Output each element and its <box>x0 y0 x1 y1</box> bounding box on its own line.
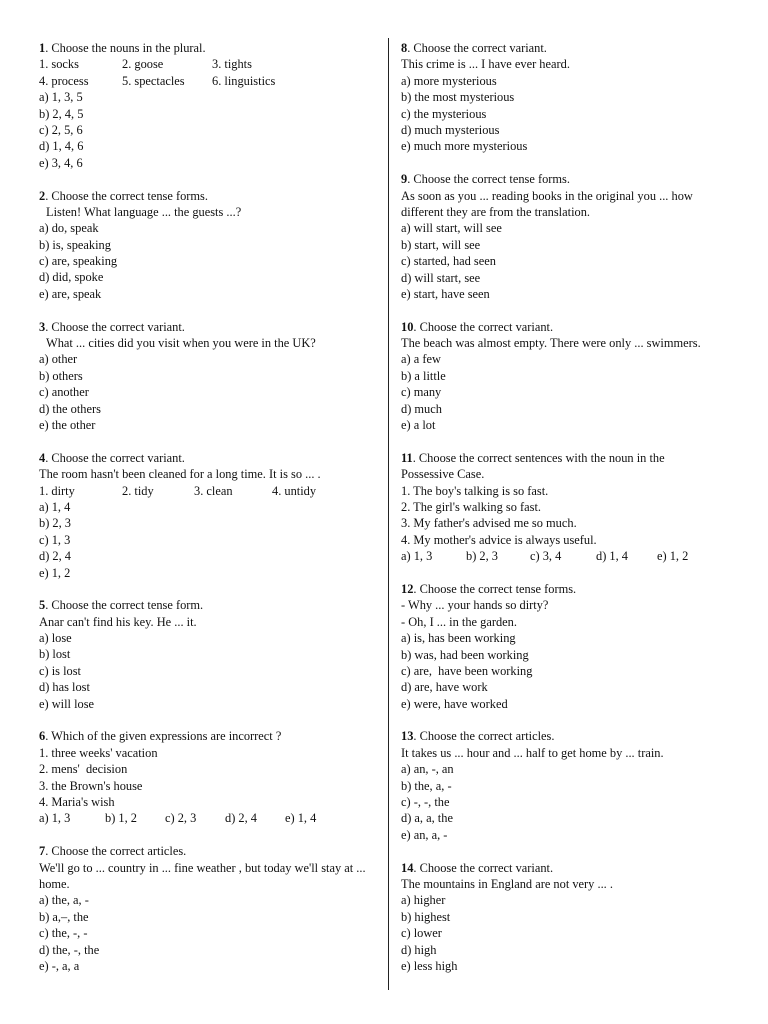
item: 1. The boy's talking is so fast. <box>401 483 549 498</box>
question-5 <box>39 597 379 712</box>
answer-option[interactable]: b) a,–, the <box>39 909 89 924</box>
answer-option[interactable]: d) 2, 4 <box>225 811 258 826</box>
question-number: 5 <box>39 598 46 613</box>
answer-option[interactable]: e) much more mysterious <box>401 139 528 154</box>
answer-option[interactable]: a) higher <box>401 893 446 908</box>
answer-option[interactable]: d) will start, see <box>401 270 481 285</box>
question-number: 1 <box>39 41 46 55</box>
question-title: . Choose the correct sentences with the noun in the Possessive Case. <box>401 450 665 482</box>
question-6 <box>39 728 379 826</box>
question-title: . Choose the correct articles. <box>45 844 187 859</box>
item: 2. mens' decision <box>39 762 128 777</box>
answer-option[interactable]: b) others <box>39 368 83 383</box>
answer-option[interactable]: e) -, a, a <box>39 958 80 973</box>
question-3 <box>39 319 379 434</box>
answer-option[interactable]: d) 1, 4 <box>596 549 629 564</box>
answer-option[interactable]: e) start, have seen <box>401 286 490 301</box>
item: 3. clean <box>194 483 233 498</box>
question-number: 14 <box>401 860 414 875</box>
answer-option[interactable]: e) the other <box>39 417 96 432</box>
answer-option[interactable]: c) -, -, the <box>401 795 450 810</box>
answer-option[interactable]: a) is, has been working <box>401 631 516 646</box>
answer-option[interactable]: a) a few <box>401 352 441 367</box>
question-2 <box>39 188 379 303</box>
item: 3. the Brown's house <box>39 778 143 793</box>
answer-option[interactable]: c) are, speaking <box>39 254 118 269</box>
answer-option[interactable]: c) 2, 5, 6 <box>39 122 83 137</box>
answer-option[interactable]: d) are, have work <box>401 680 488 695</box>
question-stem: - Oh, I ... in the garden. <box>401 614 517 629</box>
answer-option[interactable]: b) 2, 3 <box>466 549 499 564</box>
answer-option[interactable]: a) an, -, an <box>401 762 454 777</box>
answer-option[interactable]: e) are, speak <box>39 286 102 301</box>
question-number: 6 <box>39 729 46 744</box>
item: 3. My father's advised me so much. <box>401 516 577 531</box>
answer-option[interactable]: c) lower <box>401 926 442 941</box>
answer-option[interactable]: e) 3, 4, 6 <box>39 155 83 170</box>
answer-option[interactable]: d) a, a, the <box>401 811 453 826</box>
item: 5. spectacles <box>122 73 185 88</box>
question-title: . Choose the correct variant. <box>45 319 185 334</box>
answer-option[interactable]: a) lose <box>39 631 72 646</box>
item: 4. Maria's wish <box>39 794 115 809</box>
answer-option[interactable]: c) is lost <box>39 663 81 678</box>
item: 6. linguistics <box>212 73 276 88</box>
question-stem: - Why ... your hands so dirty? <box>401 598 549 613</box>
answer-option[interactable]: e) less high <box>401 958 458 973</box>
question-title: . Choose the correct tense forms. <box>413 581 577 596</box>
answer-option[interactable]: e) a lot <box>401 418 436 433</box>
answer-option[interactable]: b) the most mysterious <box>401 90 515 105</box>
question-title: . Choose the correct tense forms. <box>407 172 570 187</box>
answer-option[interactable]: a) 1, 4 <box>39 499 71 514</box>
right-column <box>401 40 751 991</box>
answer-row <box>401 548 751 564</box>
item-row <box>39 73 379 89</box>
question-number: 4 <box>39 450 46 465</box>
answer-option[interactable]: c) 3, 4 <box>530 549 562 564</box>
answer-option[interactable]: b) a little <box>401 368 446 383</box>
answer-option[interactable]: a) do, speak <box>39 221 99 236</box>
answer-row <box>39 810 379 826</box>
question-1 <box>39 40 379 171</box>
question-number: 9 <box>401 172 408 187</box>
answer-option[interactable]: c) many <box>401 385 442 400</box>
question-stem: As soon as you ... reading books in the original you ... how different they are from the translation. <box>401 188 693 219</box>
answer-option[interactable]: a) more mysterious <box>401 73 497 88</box>
answer-option[interactable]: b) 2, 3 <box>39 516 72 531</box>
answer-option[interactable]: c) the, -, - <box>39 926 88 941</box>
question-stem: The mountains in England are not very ... . <box>401 876 613 891</box>
question-title: . Choose the correct articles. <box>413 729 555 744</box>
question-stem: The beach was almost empty. There were only ... swimmers. <box>401 336 701 351</box>
question-number: 7 <box>39 844 46 859</box>
answer-option[interactable]: e) 1, 2 <box>657 549 689 564</box>
answer-option[interactable]: b) 1, 2 <box>105 811 138 826</box>
answer-option[interactable]: e) an, a, - <box>401 827 448 842</box>
question-number: 12 <box>401 581 414 596</box>
item-row <box>39 56 379 72</box>
left-column <box>39 40 379 991</box>
question-title: . Choose the correct tense forms. <box>45 188 208 203</box>
question-10 <box>401 319 751 434</box>
question-stem: The room hasn't been cleaned for a long time. It is so ... . <box>39 467 321 482</box>
item: 4. untidy <box>272 483 317 498</box>
question-title: . Choose the correct variant. <box>413 860 554 875</box>
question-number: 8 <box>401 41 408 55</box>
question-title: . Choose the correct variant. <box>413 319 554 334</box>
answer-option[interactable]: e) 1, 2 <box>39 565 71 580</box>
answer-option[interactable]: b) is, speaking <box>39 237 111 252</box>
question-stem: It takes us ... hour and ... half to get home by ... train. <box>401 745 664 760</box>
answer-option[interactable]: c) are, have been working <box>401 663 533 678</box>
answer-option[interactable]: c) 2, 3 <box>165 811 197 826</box>
answer-option[interactable]: d) the others <box>39 401 101 416</box>
answer-option[interactable]: a) 1, 3 <box>401 549 433 564</box>
question-title: . Choose the nouns in the plural. <box>45 41 206 55</box>
question-title: . Which of the given expressions are incorrect ? <box>45 729 282 744</box>
answer-option[interactable]: a) will start, will see <box>401 221 502 236</box>
question-13 <box>401 728 751 843</box>
question-number: 2 <box>39 188 46 203</box>
answer-option[interactable]: a) 1, 3, 5 <box>39 90 83 105</box>
item-row <box>39 483 379 499</box>
answer-option[interactable]: b) was, had been working <box>401 647 529 662</box>
answer-option[interactable]: d) the, -, the <box>39 942 100 957</box>
answer-option[interactable]: d) has lost <box>39 680 90 695</box>
question-number: 11 <box>401 450 413 465</box>
answer-option[interactable]: a) the, a, - <box>39 893 89 908</box>
item: 2. tidy <box>122 483 154 498</box>
item: 1. three weeks' vacation <box>39 745 158 760</box>
answer-option[interactable]: d) high <box>401 942 437 957</box>
answer-option[interactable]: e) were, have worked <box>401 696 508 711</box>
question-stem: Anar can't find his key. He ... it. <box>39 614 197 629</box>
answer-option[interactable]: a) 1, 3 <box>39 811 71 826</box>
item: 4. process <box>39 73 89 88</box>
answer-option[interactable]: b) the, a, - <box>401 778 452 793</box>
question-number: 10 <box>401 319 414 334</box>
answer-option[interactable]: d) 2, 4 <box>39 549 72 564</box>
answer-option[interactable]: d) 1, 4, 6 <box>39 139 84 154</box>
answer-option[interactable]: a) other <box>39 352 78 367</box>
question-stem: We'll go to ... country in ... fine weather , but today we'll stay at ... home. <box>39 860 366 891</box>
question-stem: This crime is ... I have ever heard. <box>401 57 570 72</box>
item: 3. tights <box>212 57 252 72</box>
question-stem: What ... cities did you visit when you were in the UK? <box>46 336 316 351</box>
answer-option[interactable]: c) another <box>39 385 89 400</box>
answer-option[interactable]: d) did, spoke <box>39 270 104 285</box>
item: 1. dirty <box>39 483 75 498</box>
question-number: 3 <box>39 319 46 334</box>
question-title: . Choose the correct variant. <box>407 41 547 55</box>
column-divider <box>388 38 389 990</box>
question-14 <box>401 860 751 975</box>
answer-option[interactable]: b) lost <box>39 647 71 662</box>
question-stem: Listen! What language ... the guests ...? <box>46 204 242 219</box>
question-title: . Choose the correct variant. <box>45 450 185 465</box>
question-12 <box>401 581 751 712</box>
item: 2. The girl's walking so fast. <box>401 500 542 514</box>
answer-option[interactable]: b) 2, 4, 5 <box>39 106 84 121</box>
answer-option[interactable]: b) start, will see <box>401 237 481 252</box>
answer-option[interactable]: c) started, had seen <box>401 254 496 269</box>
question-title: . Choose the correct tense form. <box>45 598 204 613</box>
answer-option[interactable]: c) 1, 3 <box>39 532 71 547</box>
answer-option[interactable]: c) the mysterious <box>401 106 487 121</box>
item: 1. socks <box>39 57 79 72</box>
question-number: 13 <box>401 729 414 744</box>
answer-option[interactable]: d) much mysterious <box>401 122 500 137</box>
answer-option[interactable]: e) 1, 4 <box>285 811 317 826</box>
answer-option[interactable]: e) will lose <box>39 696 95 711</box>
question-8 <box>401 40 751 155</box>
question-7 <box>39 843 379 974</box>
question-4 <box>39 450 379 581</box>
question-11 <box>401 450 751 565</box>
item: 4. My mother's advice is always useful. <box>401 532 597 547</box>
answer-option[interactable]: b) highest <box>401 909 451 924</box>
item: 2. goose <box>122 57 164 72</box>
answer-option[interactable]: d) much <box>401 401 442 416</box>
question-9 <box>401 171 751 302</box>
